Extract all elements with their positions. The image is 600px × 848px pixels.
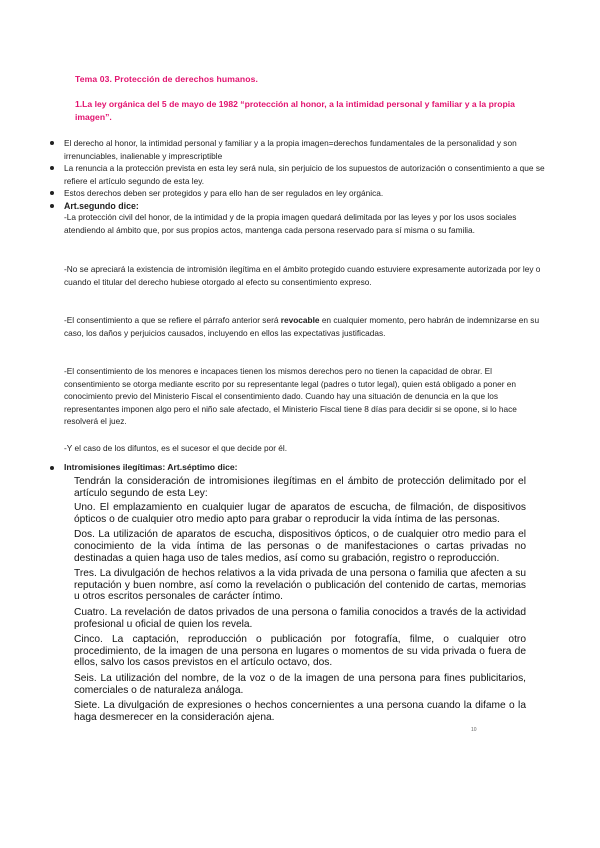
bullet-item: La renuncia a la protección prevista en esta ley será nula, sin perjuicio de los supuestos de autorización o consentimiento a que se refiere el artículo segundo de esta ley. xyxy=(50,162,550,187)
article2-paragraph: -La protección civil del honor, de la intimidad y de la propia imagen quedará delimitada por las leyes y por los usos sociales atendiendo al ámbito que, por sus propios actos, mantenga cada persona reservado para sí misma o su familia. xyxy=(64,212,517,235)
article7-heading: Intromisiones ilegítimas: Art.séptimo dice: xyxy=(50,462,238,472)
article7-quote xyxy=(74,476,526,727)
article7-item: Tres. La divulgación de hechos relativos a la vida privada de una persona o familia que afecten a su reputación y buen nombre, así como la revelación o publicación del contenido de cartas, memorias u otros escritos personales de carácter íntimo. xyxy=(74,568,526,603)
text-run: en cualquier momento, pero habrán de indemnizarse en su caso, los daños y perjuicios causados, incluyendo en ellos las expectativas justificadas. xyxy=(64,315,540,338)
text-run: -El consentimiento a que se refiere el párrafo anterior será xyxy=(64,315,281,325)
article7-item: Cuatro. La revelación de datos privados de una persona o familia conocidos a través de la actividad profesional u oficial de quien los revela. xyxy=(74,606,526,630)
article2-paragraph: -El consentimiento de los menores e incapaces tienen los mismos derechos pero no tienen la capacidad de obrar. El consentimiento se otorga mediante escrito por su representante legal (padres o tutor legal), quien está obligado a poner en conocimiento previo del Ministerio Fiscal el consentimiento dado. Cuando hay una situación de denuncia en la que los representantes imponen algo pero el niño sale afectado, el Ministerio Fiscal tiene 8 días para decidir si se opone, si lo hace resolverá el juez. xyxy=(64,366,517,427)
bullet-list xyxy=(50,137,550,213)
bullet-item: Estos derechos deben ser protegidos y para ello han de ser regulados en ley orgánica. xyxy=(50,187,550,200)
article7-lead: Tendrán la consideración de intromisiones ilegítimas en el ámbito de protección delimitado por el artículo segundo de esta Ley: xyxy=(74,476,526,499)
article7-item: Siete. La divulgación de expresiones o hechos concernientes a una persona cuando la difame o la haga desmerecer en la consideración ajena. xyxy=(74,700,526,723)
article2-paragraph xyxy=(64,314,546,339)
article7-item: Seis. La utilización del nombre, de la voz o de la imagen de una persona para fines publicitarios, comerciales o de naturaleza análoga. xyxy=(74,672,526,696)
section-subtitle: 1.La ley orgánica del 5 de mayo de 1982 “protección al honor, a la intimidad personal y familiar y a la propia imagen”. xyxy=(75,99,515,122)
article2-paragraph: -Y el caso de los difuntos, es el sucesor el que decide por él. xyxy=(64,443,288,453)
bullet-item: El derecho al honor, la intimidad personal y familiar y a la propia imagen=derechos fundamentales de la personalidad y son irrenunciables, inalienable y imprescriptible xyxy=(50,137,550,162)
document-title: Tema 03. Protección de derechos humanos. xyxy=(75,74,258,84)
article7-item: Uno. El emplazamiento en cualquier lugar de aparatos de escucha, de filmación, de dispositivos ópticos o de cualquier otro medio apto para grabar o reproducir la vida íntima de las personas. xyxy=(74,502,526,525)
page-number: 10 xyxy=(471,727,477,733)
bold-term: revocable xyxy=(280,315,320,325)
article2-heading: Art.segundo dice: xyxy=(64,200,139,211)
article7-item: Cinco. La captación, reproducción o publicación por fotografía, filme, o cualquier otro procedimiento, de la imagen de una persona en lugares o momentos de su vida privada o fuera de ellos, salvo los casos previstos en el artículo octavo, dos. xyxy=(74,634,526,669)
article7-item: Dos. La utilización de aparatos de escucha, dispositivos ópticos, o de cualquier otro medio para el conocimiento de la vida íntima de las personas o de manifestaciones o cartas privadas no destinadas a quien haga uso de tales medios, así como su grabación, registro o reproducción. xyxy=(74,529,526,564)
article2-paragraph: -No se apreciará la existencia de intromisión ilegítima en el ámbito protegido cuando estuviere expresamente autorizada por ley o cuando el titular del derecho hubiese otorgado al efecto su consentimiento expreso. xyxy=(64,264,541,287)
